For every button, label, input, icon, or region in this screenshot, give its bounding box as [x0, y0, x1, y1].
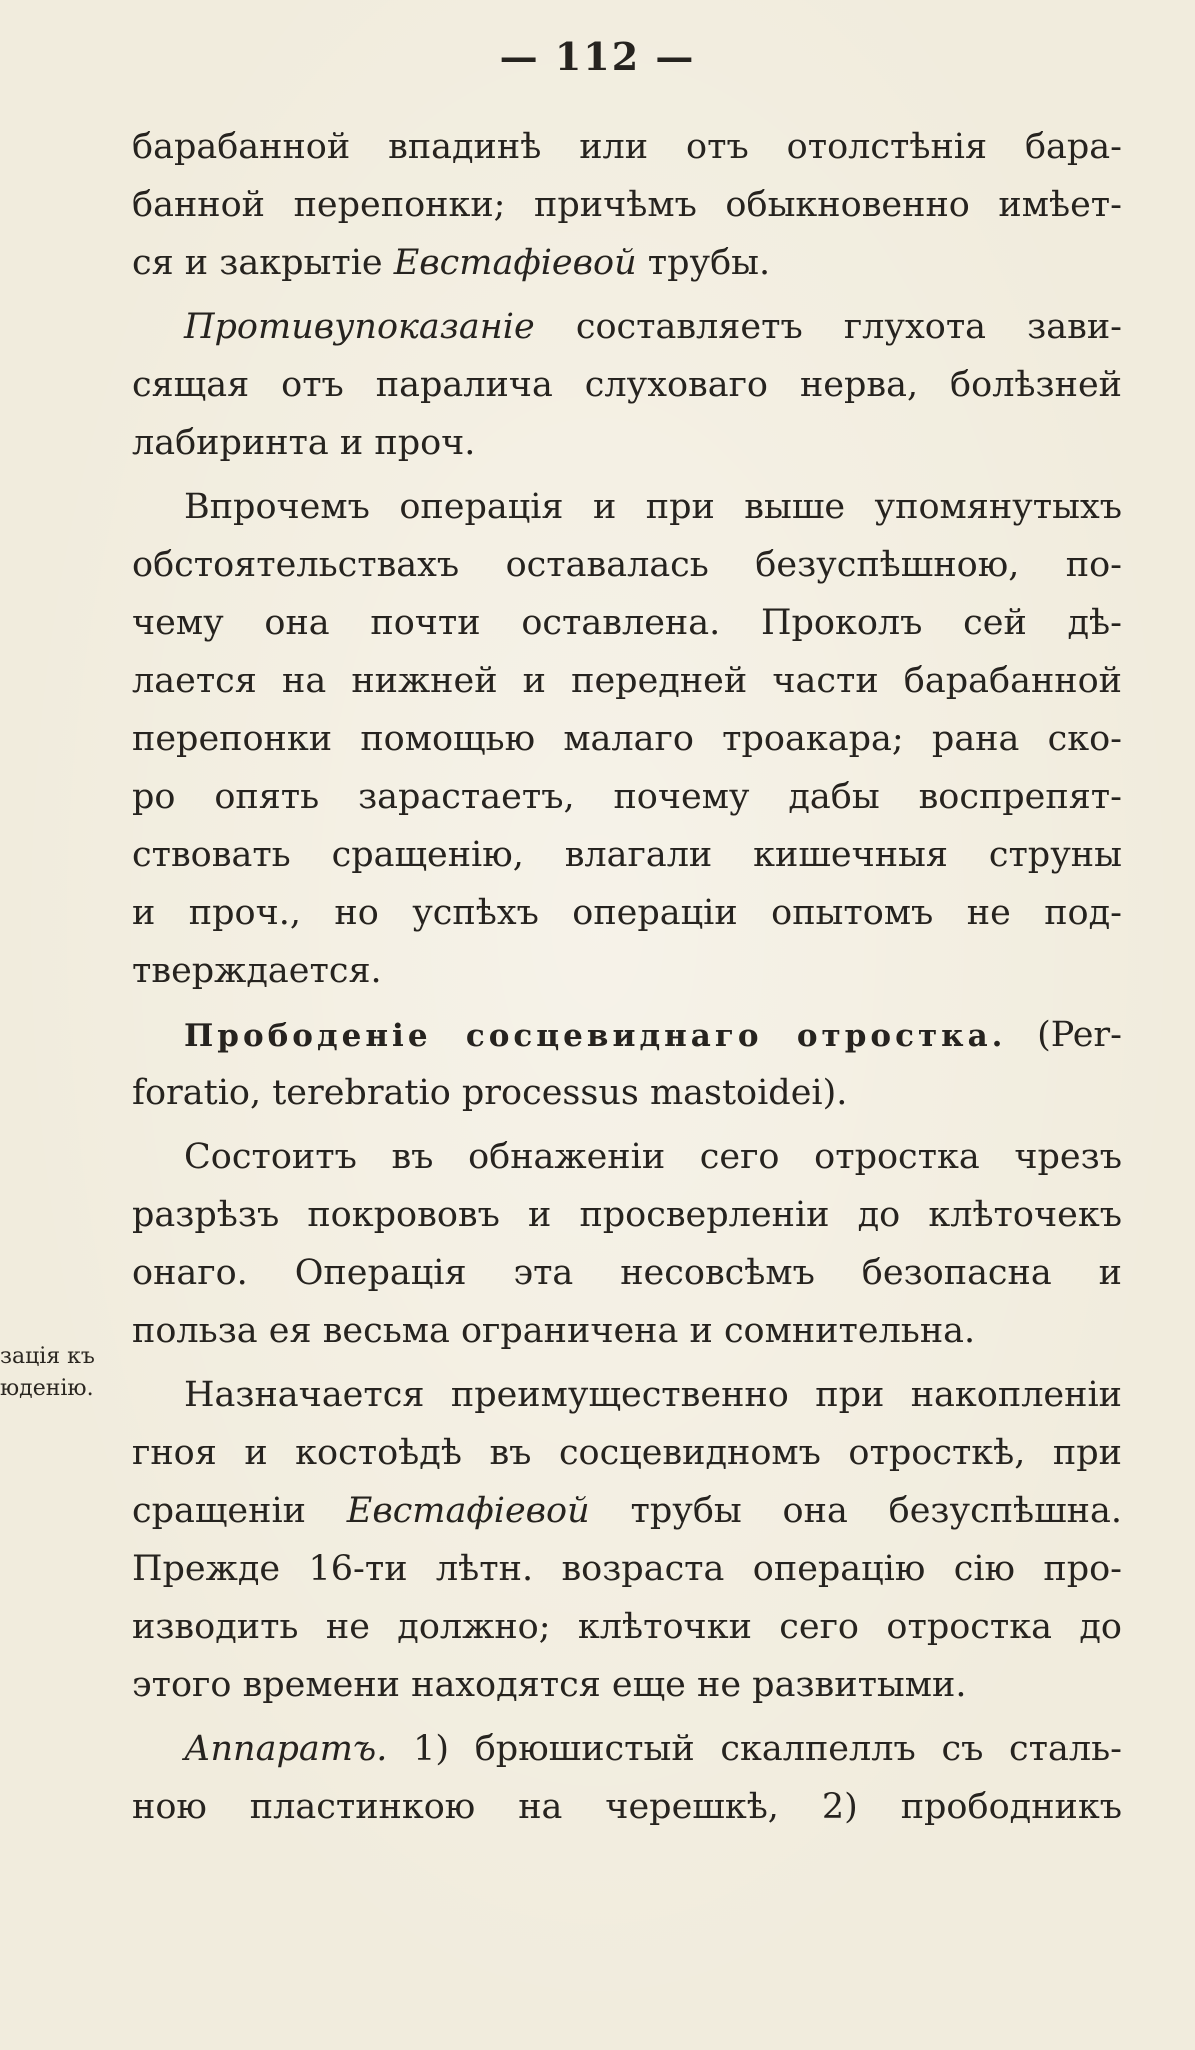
body-text: [132, 118, 1122, 1836]
line-text: тверждается.: [132, 951, 382, 991]
text-line: [132, 1424, 1122, 1482]
line-text: ною пластинкою на черешкѣ, 2) прободникъ: [132, 1787, 1122, 1827]
text-line: [132, 1482, 1122, 1540]
text-line: [132, 652, 1122, 710]
spaced-heading: Прободеніе сосцевиднаго отростка.: [184, 1018, 1007, 1054]
text-line: [132, 1244, 1122, 1302]
line-text: лается на нижней и передней части барабанной: [132, 661, 1122, 701]
line-text: Назначается преимущественно при накопленіи: [184, 1375, 1122, 1415]
text-line: [132, 768, 1122, 826]
line-text: перепонки помощью малаго троакара; рана ско-: [132, 719, 1122, 759]
text-line: [132, 1656, 1122, 1714]
italic-term: Аппаратъ.: [184, 1729, 388, 1769]
text-line: [132, 536, 1122, 594]
text-line: [132, 176, 1122, 234]
line-text: Впрочемъ операція и при выше упомянутыхъ: [184, 487, 1122, 527]
line-text: ро опять зарастаетъ, почему дабы воспрепят-: [132, 777, 1122, 817]
text-line: [132, 356, 1122, 414]
line-text: разрѣзъ покрововъ и просверленіи до клѣточекъ: [132, 1195, 1122, 1235]
line-text: этого времени находятся еще не развитыми.: [132, 1665, 967, 1705]
line-text: чему она почти оставлена. Проколъ сей дѣ-: [132, 603, 1122, 643]
line-text: (Per-: [1006, 1015, 1122, 1055]
text-line: [132, 1186, 1122, 1244]
line-text: обстоятельствахъ оставалась безуспѣшною, по-: [132, 545, 1122, 585]
margin-note-line-2: юденію.: [0, 1376, 94, 1401]
text-line: [132, 1366, 1122, 1424]
line-text: сращеніи: [132, 1491, 347, 1531]
text-line: [132, 594, 1122, 652]
line-text: гноя и костоѣдѣ въ сосцевидномъ отросткѣ, при: [132, 1433, 1122, 1473]
text-line: [132, 1064, 1122, 1122]
page-number: — 112 —: [499, 34, 696, 79]
line-text: foratio, terebratio processus mastoidei).: [132, 1073, 848, 1113]
text-line: [132, 478, 1122, 536]
line-text: трубы она безуспѣшна.: [589, 1491, 1122, 1531]
text-line: [132, 942, 1122, 1000]
italic-term: Противупоказаніе: [184, 307, 535, 347]
text-line: [132, 1302, 1122, 1360]
italic-term: Евстафіевой: [393, 243, 637, 283]
line-text: изводить не должно; клѣточки сего отростка до: [132, 1607, 1122, 1647]
text-line: [132, 826, 1122, 884]
text-line: [132, 1598, 1122, 1656]
section-heading: [132, 1006, 1122, 1064]
text-line: [132, 414, 1122, 472]
line-text: сящая отъ паралича слуховаго нерва, болѣзней: [132, 365, 1122, 405]
text-line: [132, 884, 1122, 942]
line-text: составляетъ глухота зави-: [534, 307, 1122, 347]
line-text: лабиринта и проч.: [132, 423, 476, 463]
text-line: [132, 710, 1122, 768]
text-line: [132, 1720, 1122, 1778]
line-text: и проч., но успѣхъ операціи опытомъ не под-: [132, 893, 1122, 933]
line-text: барабанной впадинѣ или отъ отолстѣнія бара-: [132, 127, 1122, 167]
margin-note-line-1: зація къ: [0, 1344, 95, 1369]
line-text: 1) брюшистый скалпеллъ съ сталь-: [387, 1729, 1122, 1769]
text-line: [132, 1778, 1122, 1836]
line-text: польза ея весьма ограничена и сомнительна.: [132, 1311, 976, 1351]
line-text: Состоитъ въ обнаженіи сего отростка чрезъ: [184, 1137, 1122, 1177]
italic-term: Евстафіевой: [346, 1491, 590, 1531]
text-line: [132, 234, 1122, 292]
line-text: Прежде 16-ти лѣтн. возраста операцію сію про-: [132, 1549, 1122, 1589]
text-line: [132, 298, 1122, 356]
line-text: ствовать сращенію, влагали кишечныя струны: [132, 835, 1122, 875]
line-text: ся и закрытіе: [132, 243, 394, 283]
line-text: банной перепонки; причѣмъ обыкновенно имѣет-: [132, 185, 1122, 225]
text-line: [132, 1540, 1122, 1598]
line-text: трубы.: [636, 243, 771, 283]
text-line: [132, 1128, 1122, 1186]
line-text: онаго. Операція эта несовсѣмъ безопасна и: [132, 1253, 1122, 1293]
text-line: [132, 118, 1122, 176]
